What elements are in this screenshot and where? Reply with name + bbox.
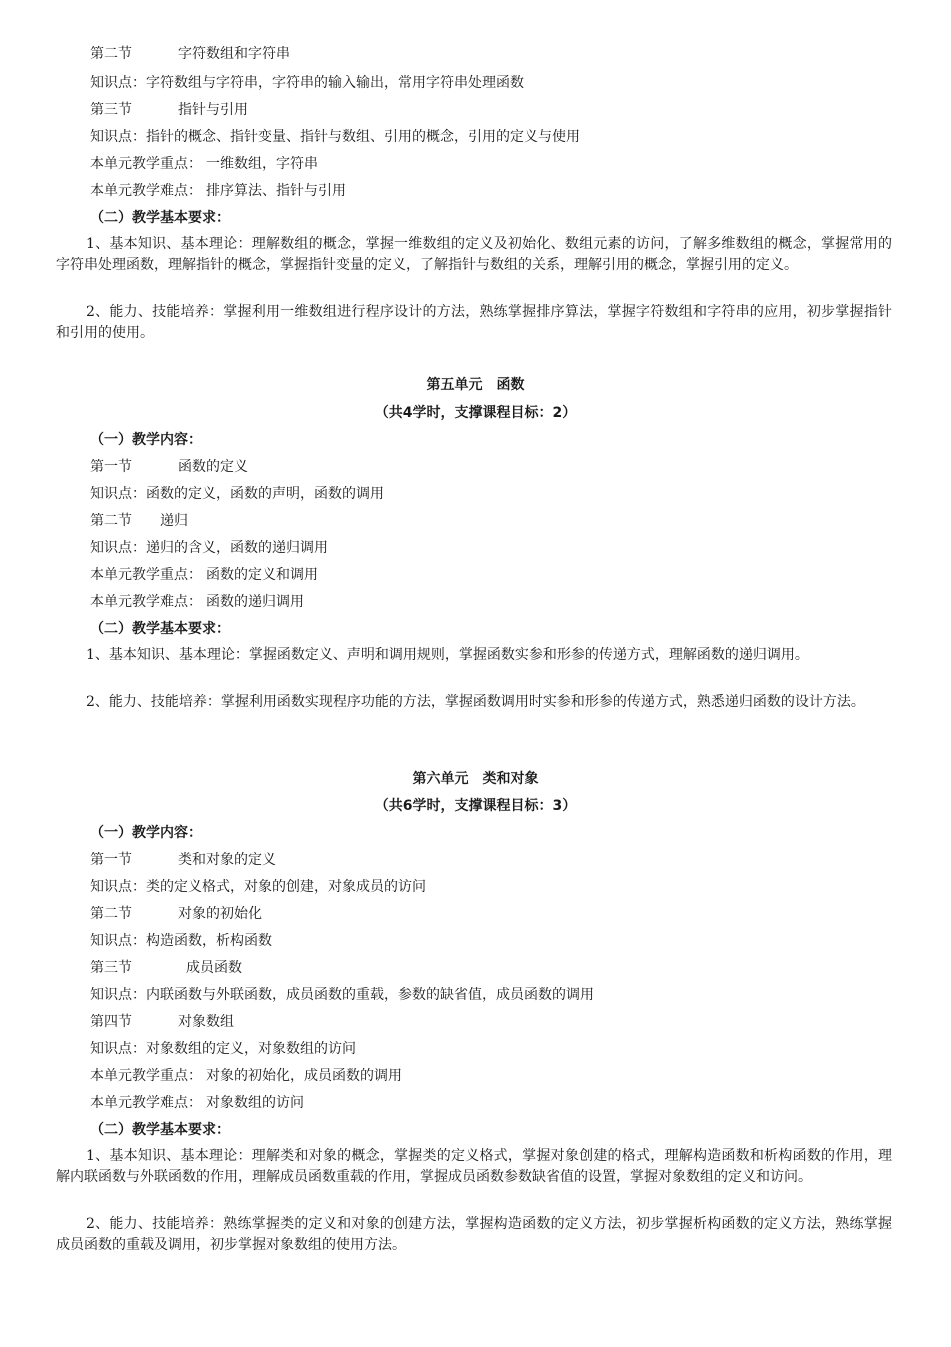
knowledge-points: 知识点：指针的概念、指针变量、指针与数组、引用的概念，引用的定义与使用 (90, 129, 580, 145)
focus-value: 一维数组，字符串 (206, 156, 318, 172)
requirements-heading: （二）教学基本要求： (90, 210, 230, 226)
section-label: 第三节 (90, 102, 132, 118)
section-title: 对象的初始化 (178, 906, 262, 922)
content-heading: （一）教学内容： (90, 825, 202, 841)
knowledge-points: 知识点：构造函数，析构函数 (90, 933, 272, 949)
focus-label: 本单元教学重点： (90, 156, 202, 172)
requirement-paragraph: 1、基本知识、基本理论：理解类和对象的概念，掌握类的定义格式，掌握对象创建的格式，理解构造函数和析构函数的作用，理解内联函数与外联函数的作用，理解成员函数重载的作用，掌握成员函数参数缺省值的设置，掌握对象数组的定义和访问。 (56, 1148, 892, 1185)
knowledge-points: 知识点：类的定义格式，对象的创建，对象成员的访问 (90, 879, 426, 895)
requirement-paragraph: 1、基本知识、基本理论：理解数组的概念，掌握一维数组的定义及初始化、数组元素的访问，了解多维数组的概念，掌握常用的字符串处理函数，理解指针的概念，掌握指针变量的定义，了解指针与数组的关系，理解引用的概念，掌握引用的定义。 (56, 236, 892, 273)
teaching-difficulty (90, 593, 304, 611)
knowledge-points: 知识点：对象数组的定义，对象数组的访问 (90, 1041, 356, 1057)
focus-label: 本单元教学重点： (90, 1068, 202, 1084)
section-title: 字符数组和字符串 (178, 46, 290, 62)
focus-value: 函数的定义和调用 (206, 567, 318, 583)
knowledge-points: 知识点：字符数组与字符串，字符串的输入输出，常用字符串处理函数 (90, 75, 524, 91)
teaching-focus (90, 1067, 402, 1085)
section-heading (90, 101, 248, 119)
content-heading: （一）教学内容： (90, 432, 202, 448)
teaching-difficulty (90, 1094, 304, 1112)
section-heading (90, 45, 290, 63)
difficulty-label: 本单元教学难点： (90, 594, 202, 610)
section-title: 函数的定义 (178, 459, 248, 475)
section-label: 第二节 (90, 906, 132, 922)
section-heading (90, 959, 242, 977)
requirements-heading: （二）教学基本要求： (90, 1122, 230, 1138)
requirement-paragraph: 2、能力、技能培养：熟练掌握类的定义和对象的创建方法，掌握构造函数的定义方法，初步掌握析构函数的定义方法，熟练掌握成员函数的重载及调用，初步掌握对象数组的使用方法。 (56, 1216, 892, 1253)
unit-subtitle: （共6学时，支撑课程目标：3） (374, 798, 577, 814)
section-title: 成员函数 (186, 960, 242, 976)
difficulty-label: 本单元教学难点： (90, 183, 202, 199)
focus-value: 对象的初始化，成员函数的调用 (206, 1068, 402, 1084)
requirement-paragraph: 2、能力、技能培养：掌握利用函数实现程序功能的方法，掌握函数调用时实参和形参的传递方式，熟悉递归函数的设计方法。 (86, 694, 865, 710)
section-heading (90, 905, 262, 923)
teaching-focus (90, 566, 318, 584)
difficulty-value: 排序算法、指针与引用 (206, 183, 346, 199)
section-title: 类和对象的定义 (178, 852, 276, 868)
teaching-focus (90, 155, 318, 173)
teaching-difficulty (90, 182, 346, 200)
knowledge-points: 知识点：函数的定义，函数的声明，函数的调用 (90, 486, 384, 502)
section-title: 对象数组 (178, 1014, 234, 1030)
section-label: 第一节 (90, 852, 132, 868)
section-label: 第一节 (90, 459, 132, 475)
knowledge-points: 知识点：递归的含义，函数的递归调用 (90, 540, 328, 556)
unit-title: 第六单元 类和对象 (412, 771, 539, 787)
section-label: 第二节 (90, 46, 132, 62)
section-title: 递归 (160, 513, 188, 529)
requirement-paragraph: 1、基本知识、基本理论：掌握函数定义、声明和调用规则，掌握函数实参和形参的传递方式，理解函数的递归调用。 (86, 647, 809, 663)
section-heading (90, 851, 276, 869)
section-label: 第四节 (90, 1014, 132, 1030)
requirement-paragraph: 2、能力、技能培养：掌握利用一维数组进行程序设计的方法，熟练掌握排序算法，掌握字符数组和字符串的应用，初步掌握指针和引用的使用。 (56, 304, 892, 341)
focus-label: 本单元教学重点： (90, 567, 202, 583)
section-label: 第三节 (90, 960, 132, 976)
difficulty-value: 对象数组的访问 (206, 1095, 304, 1111)
section-title: 指针与引用 (178, 102, 248, 118)
section-heading (90, 1013, 234, 1031)
section-heading (90, 512, 188, 530)
difficulty-value: 函数的递归调用 (206, 594, 304, 610)
section-label: 第二节 (90, 513, 132, 529)
unit-title: 第五单元 函数 (426, 377, 525, 393)
knowledge-points: 知识点：内联函数与外联函数，成员函数的重载，参数的缺省值，成员函数的调用 (90, 987, 594, 1003)
difficulty-label: 本单元教学难点： (90, 1095, 202, 1111)
section-heading (90, 458, 248, 476)
unit-subtitle: （共4学时，支撑课程目标：2） (374, 405, 577, 421)
requirements-heading: （二）教学基本要求： (90, 621, 230, 637)
